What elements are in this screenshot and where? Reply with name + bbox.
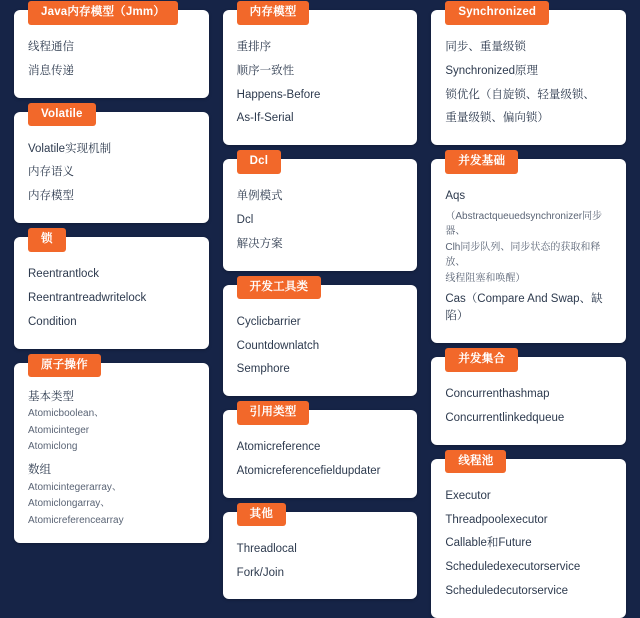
topic-item: Threadlocal xyxy=(236,542,297,555)
topic-item: 顺序一致性 xyxy=(236,64,295,77)
topic-item: Synchronized原理 xyxy=(445,64,539,77)
topic-card-body xyxy=(445,485,612,604)
topic-item: Concurrenthashmap xyxy=(445,388,550,401)
topic-card[interactable] xyxy=(431,454,626,618)
topic-card[interactable] xyxy=(14,358,209,544)
topic-item: Condition xyxy=(28,315,77,328)
topic-item: Atomiclong xyxy=(28,441,78,453)
card-column xyxy=(223,6,418,599)
topic-item: Fork/Join xyxy=(236,566,284,579)
topic-card-title: 引用类型 xyxy=(237,401,310,425)
topic-item: Scheduledecutorservice xyxy=(445,585,569,598)
topic-item: Dcl xyxy=(236,214,254,227)
topic-card-title: 并发基础 xyxy=(445,150,518,174)
topic-card-title: 并发集合 xyxy=(445,348,518,372)
topic-item: Cas（Compare And Swap、缺陷） xyxy=(445,292,603,323)
topic-item: Countdownlatch xyxy=(236,339,320,352)
topic-item: Reentrantreadwritelock xyxy=(28,291,147,304)
topic-item: Atomicreferencearray xyxy=(28,514,124,526)
topic-card-title: 线程池 xyxy=(445,450,506,474)
topic-item: Atomiclongarray、 xyxy=(28,498,111,510)
topic-card[interactable] xyxy=(14,6,209,98)
topic-item: Atomicreference xyxy=(236,441,321,454)
topic-card[interactable] xyxy=(223,155,418,270)
topic-card-body xyxy=(445,185,612,329)
topic-item: 内存模型 xyxy=(28,190,74,203)
topic-item: 重量级锁、偏向锁） xyxy=(445,112,549,125)
topic-card-title: 其他 xyxy=(237,503,286,527)
topic-card-body xyxy=(237,436,404,484)
topic-item: 锁优化（自旋锁、轻量级锁、 xyxy=(445,88,595,101)
topic-item: Happens-Before xyxy=(236,88,321,101)
topic-card[interactable] xyxy=(431,155,626,343)
topic-item: Atomicintegerarray、 xyxy=(28,481,122,493)
topic-item: Atomicreferencefieldupdater xyxy=(236,464,381,477)
topic-item: As-If-Serial xyxy=(236,112,294,125)
topic-card-title: Synchronized xyxy=(445,1,549,25)
card-columns xyxy=(14,6,626,618)
topic-item: Reentrantlock xyxy=(28,268,99,281)
topic-card-title: Volatile xyxy=(28,103,96,127)
topic-card[interactable] xyxy=(223,406,418,498)
topic-card-title: 开发工具类 xyxy=(237,276,322,300)
topic-card-title: Java内存模型（Jmm） xyxy=(28,1,178,25)
topic-item: 数组 xyxy=(28,463,51,476)
topic-item: Callable和Future xyxy=(445,537,532,550)
topic-card[interactable] xyxy=(223,280,418,396)
topic-card-body xyxy=(237,36,404,131)
topic-card-body xyxy=(28,389,195,530)
topic-card-body xyxy=(237,538,404,586)
topic-card-title: Dcl xyxy=(237,150,282,174)
topic-item: Executor xyxy=(445,489,491,502)
topic-item: 单例模式 xyxy=(236,190,283,203)
topic-item: Concurrentlinkedqueue xyxy=(445,412,565,424)
topic-item: （Abstractqueuedsynchronizer同步器、 xyxy=(445,211,603,237)
topic-item: Atomicinteger xyxy=(28,424,90,436)
topic-item: Atomicboolean、 xyxy=(28,408,105,420)
topic-item: Threadpoolexecutor xyxy=(445,513,548,526)
card-column xyxy=(14,6,209,543)
topic-item: 基本类型 xyxy=(28,390,74,403)
topic-card[interactable] xyxy=(431,353,626,445)
topic-item: Scheduledexecutorservice xyxy=(445,561,581,574)
card-column xyxy=(431,6,626,618)
topic-card-title: 锁 xyxy=(28,228,66,252)
topic-card-body xyxy=(28,138,195,209)
topic-card[interactable] xyxy=(223,6,418,145)
topic-card-body xyxy=(445,36,612,131)
topic-card-title: 原子操作 xyxy=(28,354,101,378)
topic-item: Cyclicbarrier xyxy=(236,315,301,328)
topic-item: 同步、重量级锁 xyxy=(445,41,526,53)
topic-item: Semphore xyxy=(236,363,290,376)
topic-card-body xyxy=(237,311,404,382)
topic-item: Clh同步队列、同步状态的获取和释放、 xyxy=(445,242,601,268)
topic-item: Volatile实现机制 xyxy=(28,142,112,155)
topic-card-body xyxy=(237,185,404,256)
topic-item: 重排序 xyxy=(236,41,272,53)
topic-item: 线程通信 xyxy=(28,41,74,53)
topic-card[interactable] xyxy=(431,6,626,145)
topic-card[interactable] xyxy=(14,233,209,348)
topic-item: 线程阻塞和唤醒） xyxy=(445,273,526,285)
topic-card-title: 内存模型 xyxy=(237,1,310,25)
topic-item: 消息传递 xyxy=(28,64,74,77)
topic-item: 解决方案 xyxy=(236,237,283,250)
topic-card-body xyxy=(28,263,195,334)
topic-card[interactable] xyxy=(223,507,418,600)
topic-card-body xyxy=(445,383,612,431)
topic-card-body xyxy=(28,36,195,84)
topic-item: Aqs xyxy=(445,190,466,203)
topic-card[interactable] xyxy=(14,107,209,223)
topic-item: 内存语义 xyxy=(28,166,74,179)
